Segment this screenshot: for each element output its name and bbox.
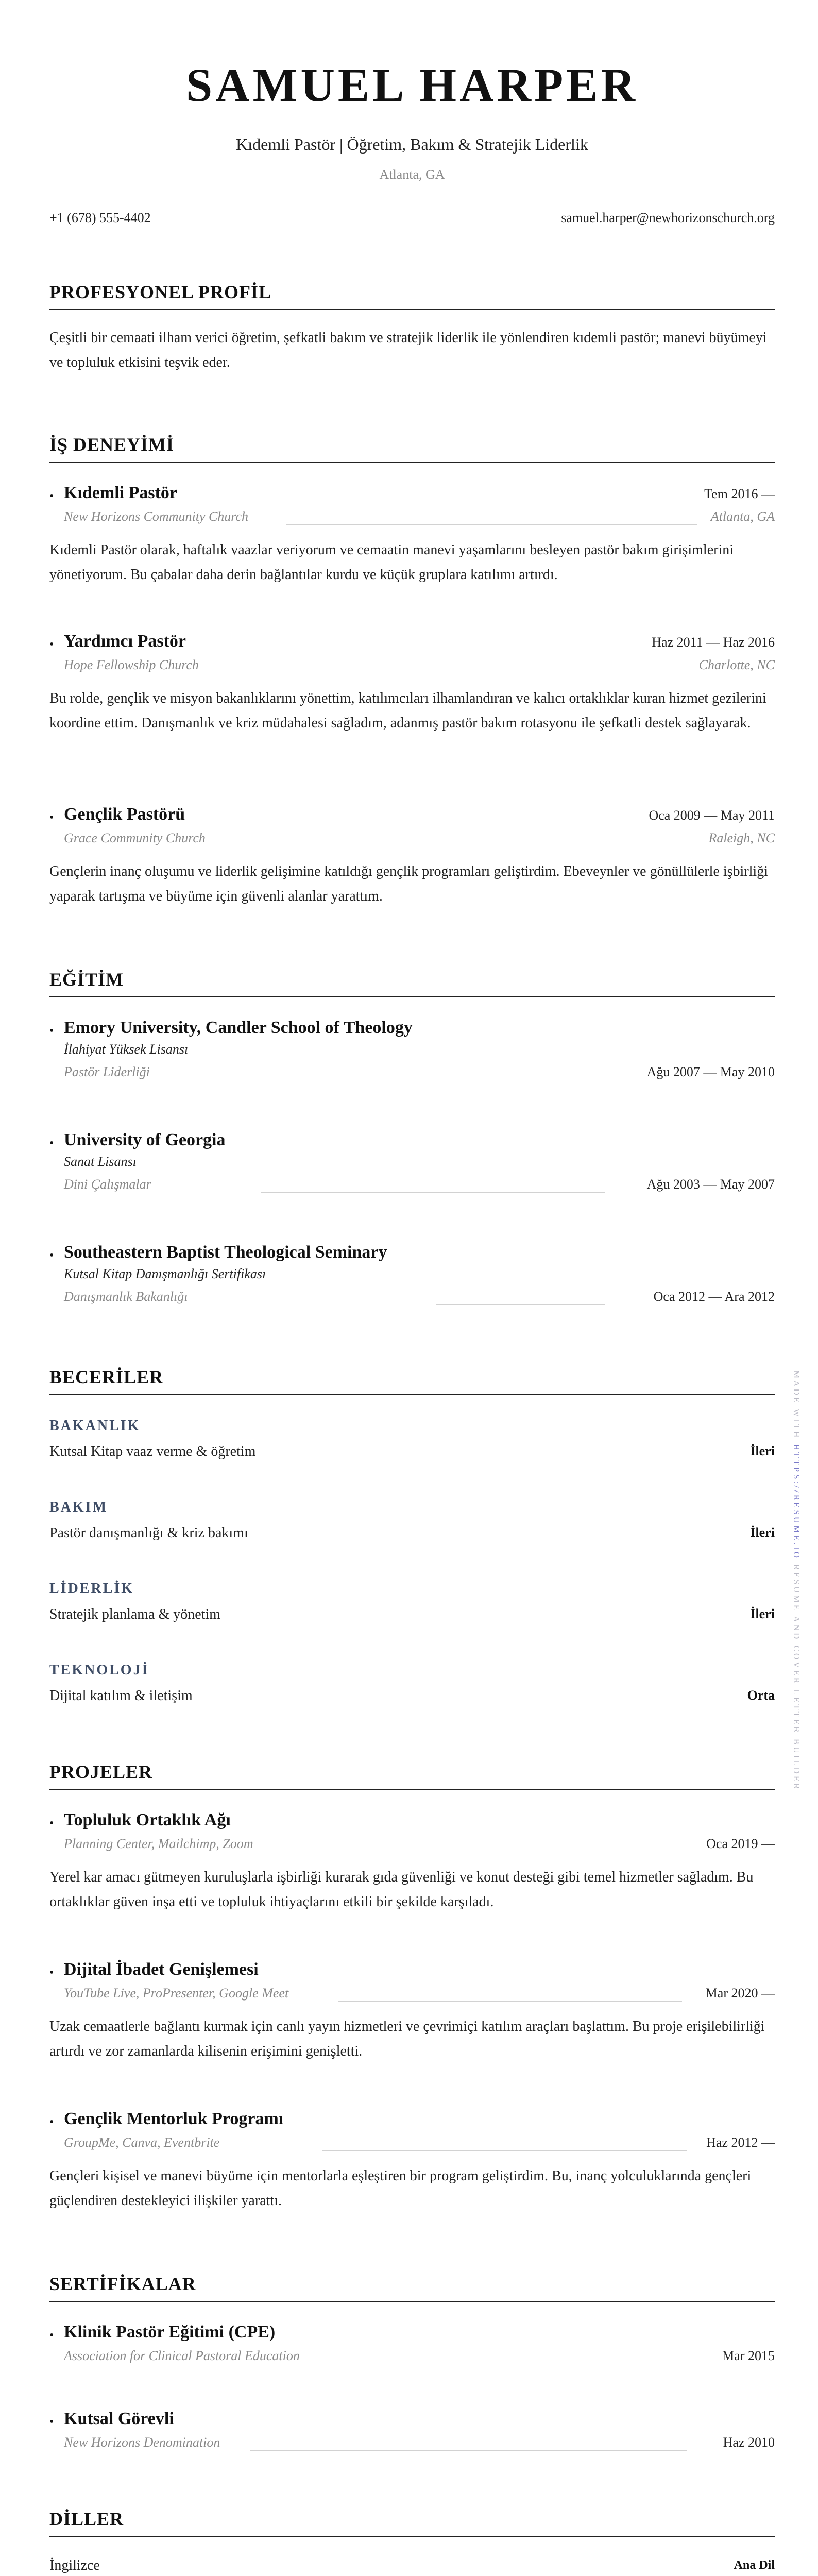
watermark-link[interactable]: HTTPS://RESUME.IO bbox=[792, 1444, 802, 1560]
education-entry bbox=[49, 1130, 775, 1196]
profile-section bbox=[49, 281, 775, 375]
project-tools: YouTube Live, ProPresenter, Google Meet bbox=[64, 1986, 296, 2001]
bullet-icon: • bbox=[49, 811, 54, 824]
project-description: Uzak cemaatlerle bağlantı kurmak için canlı yayın hizmetleri ve çevrimiçi katılım araçları başlattım. Bu proje erişilebilirliği artırdı ve zor zamanlarda kilisenin erişimini genişletti. bbox=[49, 2019, 765, 2059]
skill-level: İleri bbox=[750, 1525, 775, 1540]
certification-name: Klinik Pastör Eğitimi (CPE) bbox=[64, 2323, 276, 2342]
job-date: Haz 2011 — Haz 2016 bbox=[652, 635, 775, 650]
job-description: Kıdemli Pastör olarak, haftalık vaazlar veriyorum ve cemaatin manevi yaşamlarını besleyen pastör bakım girişimlerini yönetiyorum. Bu çabalar daha derin bağlantılar kurdu ve küçük gruplara katılımı artırdı. bbox=[49, 542, 734, 583]
bullet-icon: • bbox=[49, 1817, 54, 1830]
language-name: İngilizce bbox=[49, 2557, 100, 2573]
projects-section bbox=[49, 1761, 775, 1790]
education-entry bbox=[49, 1243, 775, 1309]
project-entry bbox=[49, 2109, 775, 2213]
experience-section bbox=[49, 434, 775, 463]
bullet-icon: • bbox=[49, 2329, 54, 2342]
school-name: University of Georgia bbox=[64, 1130, 226, 1149]
leader-line bbox=[436, 1304, 605, 1305]
leader-line bbox=[261, 1192, 605, 1193]
project-entry bbox=[49, 1960, 775, 2064]
project-date: Mar 2020 — bbox=[698, 1986, 775, 2001]
project-tools: Planning Center, Mailchimp, Zoom bbox=[64, 1836, 261, 1852]
watermark-prefix: MADE WITH bbox=[792, 1370, 802, 1440]
skill-row bbox=[49, 1606, 775, 1627]
project-tools: GroupMe, Canva, Eventbrite bbox=[64, 2135, 227, 2150]
bullet-icon: • bbox=[49, 2415, 54, 2429]
language-row bbox=[49, 2557, 775, 2576]
bullet-icon: • bbox=[49, 638, 54, 651]
profile-text: Çeşitli bir cemaati ilham verici öğretim, şefkatli bakım ve stratejik liderlik ile yönlendiren kıdemli pastör; manevi büyümeyi ve topluluk etkisini teşvik eder. bbox=[49, 330, 767, 370]
education-date: Ağu 2003 — May 2007 bbox=[640, 1177, 775, 1192]
education-section bbox=[49, 969, 775, 997]
candidate-name: SAMUEL HARPER bbox=[186, 59, 638, 111]
contact-row bbox=[49, 210, 775, 229]
section-title-education: EĞİTİM bbox=[49, 969, 775, 997]
bullet-icon: • bbox=[49, 1137, 54, 1150]
skill-category: TEKNOLOJİ bbox=[49, 1662, 149, 1678]
experience-entry bbox=[49, 805, 775, 909]
field-of-study: Danışmanlık Bakanlığı bbox=[64, 1289, 195, 1304]
field-of-study: Dini Çalışmalar bbox=[64, 1177, 159, 1192]
job-date: Tem 2016 — bbox=[704, 486, 775, 501]
skill-name: Stratejik planlama & yönetim bbox=[49, 1606, 221, 1622]
bullet-icon: • bbox=[49, 1249, 54, 1262]
project-date: Haz 2012 — bbox=[699, 2135, 775, 2150]
school-name: Southeastern Baptist Theological Seminary bbox=[64, 1243, 387, 1262]
job-location: Charlotte, NC bbox=[692, 657, 775, 673]
degree-name: Kutsal Kitap Danışmanlığı Sertifikası bbox=[64, 1266, 266, 1281]
skill-level: Orta bbox=[747, 1688, 775, 1703]
skill-category: LİDERLİK bbox=[49, 1581, 134, 1597]
skill-row bbox=[49, 1444, 775, 1464]
skill-name: Kutsal Kitap vaaz verme & öğretim bbox=[49, 1444, 256, 1460]
section-title-experience: İŞ DENEYİMİ bbox=[49, 434, 775, 463]
candidate-headline: Kıdemli Pastör | Öğretim, Bakım & Stratejik Liderlik bbox=[236, 135, 588, 154]
skill-name: Dijital katılım & iletişim bbox=[49, 1688, 193, 1704]
bullet-icon: • bbox=[49, 489, 54, 503]
job-description: Bu rolde, gençlik ve misyon bakanlıklarını yönettim, katılımcıları ilhamlandıran ve kalıcı ortaklıklar kuran hizmet gezilerini koordine ettim. Danışmanlık ve kriz müdahalesi sağladım, adanmış pastör bakım rotasyonu ile şefkatli destek sağlayarak. bbox=[49, 690, 766, 731]
skills-section bbox=[49, 1366, 775, 1395]
certification-date: Mar 2015 bbox=[715, 2348, 775, 2364]
job-location: Atlanta, GA bbox=[704, 509, 775, 524]
leader-line bbox=[286, 524, 697, 525]
phone-number[interactable]: +1 (678) 555-4402 bbox=[49, 210, 151, 225]
section-title-projects: PROJELER bbox=[49, 1761, 775, 1790]
bullet-icon: • bbox=[49, 1966, 54, 1979]
certification-entry bbox=[49, 2323, 775, 2368]
certification-date: Haz 2010 bbox=[716, 2435, 775, 2450]
job-organization: Grace Community Church bbox=[64, 831, 213, 846]
bullet-icon: • bbox=[49, 1024, 54, 1038]
email-address[interactable]: samuel.harper@newhorizonschurch.org bbox=[561, 210, 775, 225]
languages-section bbox=[49, 2508, 775, 2537]
job-organization: Hope Fellowship Church bbox=[64, 657, 206, 673]
experience-entry bbox=[49, 483, 775, 587]
job-role: Kıdemli Pastör bbox=[64, 483, 178, 502]
candidate-location: Atlanta, GA bbox=[379, 167, 445, 182]
leader-line bbox=[338, 2001, 682, 2002]
skill-category: BAKANLIK bbox=[49, 1418, 141, 1434]
degree-name: İlahiyat Yüksek Lisansı bbox=[64, 1042, 189, 1057]
bullet-icon: • bbox=[49, 2115, 54, 2129]
education-entry bbox=[49, 1018, 775, 1084]
section-title-languages: DİLLER bbox=[49, 2508, 775, 2537]
project-name: Topluluk Ortaklık Ağı bbox=[64, 1810, 231, 1829]
section-title-skills: BECERİLER bbox=[49, 1366, 775, 1395]
project-description: Yerel kar amacı gütmeyen kuruluşlarla işbirliği kurarak gıda güvenliği ve konut desteği gibi temel hizmetler sağladım. Bu ortaklıklar güven inşa etti ve topluluk ihtiyaçlarını etkili bir şekilde karşıladı. bbox=[49, 1869, 754, 1910]
builder-watermark bbox=[790, 1370, 805, 1793]
certification-entry bbox=[49, 2409, 775, 2454]
job-description: Gençlerin inanç oluşumu ve liderlik gelişimine katıldığı gençlik programları geliştirdim. Ebeveynler ve gönüllülerle işbirliği yaparak tartışma ve büyüme için güvenli alanlar yarattım. bbox=[49, 863, 768, 904]
skill-category: BAKIM bbox=[49, 1499, 108, 1515]
degree-name: Sanat Lisansı bbox=[64, 1154, 137, 1169]
certifications-section bbox=[49, 2273, 775, 2302]
project-name: Gençlik Mentorluk Programı bbox=[64, 2109, 284, 2128]
education-date: Ağu 2007 — May 2010 bbox=[640, 1064, 775, 1080]
leader-line bbox=[322, 2150, 687, 2151]
skill-row bbox=[49, 1525, 775, 1546]
experience-entry bbox=[49, 632, 775, 736]
job-organization: New Horizons Community Church bbox=[64, 509, 255, 524]
job-role: Gençlik Pastörü bbox=[64, 805, 185, 824]
skill-level: İleri bbox=[750, 1444, 775, 1459]
project-name: Dijital İbadet Genişlemesi bbox=[64, 1960, 259, 1979]
project-entry bbox=[49, 1810, 775, 1914]
section-title-profile: PROFESYONEL PROFİL bbox=[49, 281, 775, 310]
certification-name: Kutsal Görevli bbox=[64, 2409, 174, 2428]
job-role: Yardımcı Pastör bbox=[64, 632, 186, 651]
project-description: Gençleri kişisel ve manevi büyüme için mentorlarla eşleştiren bir program geliştirdim. Bu, inanç yolculuklarında gençleri güçlendiren destekleyici ilişkiler yarattı. bbox=[49, 2168, 752, 2209]
job-date: Oca 2009 — May 2011 bbox=[649, 808, 775, 823]
skill-name: Pastör danışmanlığı & kriz bakımı bbox=[49, 1525, 248, 1541]
project-date: Oca 2019 — bbox=[699, 1836, 775, 1852]
leader-line bbox=[250, 2450, 687, 2451]
job-location: Raleigh, NC bbox=[701, 831, 775, 846]
language-level: Ana Dil bbox=[734, 2558, 775, 2572]
certification-issuer: Association for Clinical Pastoral Education bbox=[64, 2348, 307, 2364]
skill-level: İleri bbox=[750, 1606, 775, 1621]
section-title-certifications: SERTİFİKALAR bbox=[49, 2273, 775, 2302]
education-date: Oca 2012 — Ara 2012 bbox=[646, 1289, 775, 1304]
certification-issuer: New Horizons Denomination bbox=[64, 2435, 227, 2450]
field-of-study: Pastör Liderliği bbox=[64, 1064, 157, 1080]
skill-row bbox=[49, 1688, 775, 1708]
watermark-suffix: RESUME AND COVER LETTER BUILDER bbox=[792, 1564, 802, 1791]
school-name: Emory University, Candler School of Theology bbox=[64, 1018, 413, 1037]
